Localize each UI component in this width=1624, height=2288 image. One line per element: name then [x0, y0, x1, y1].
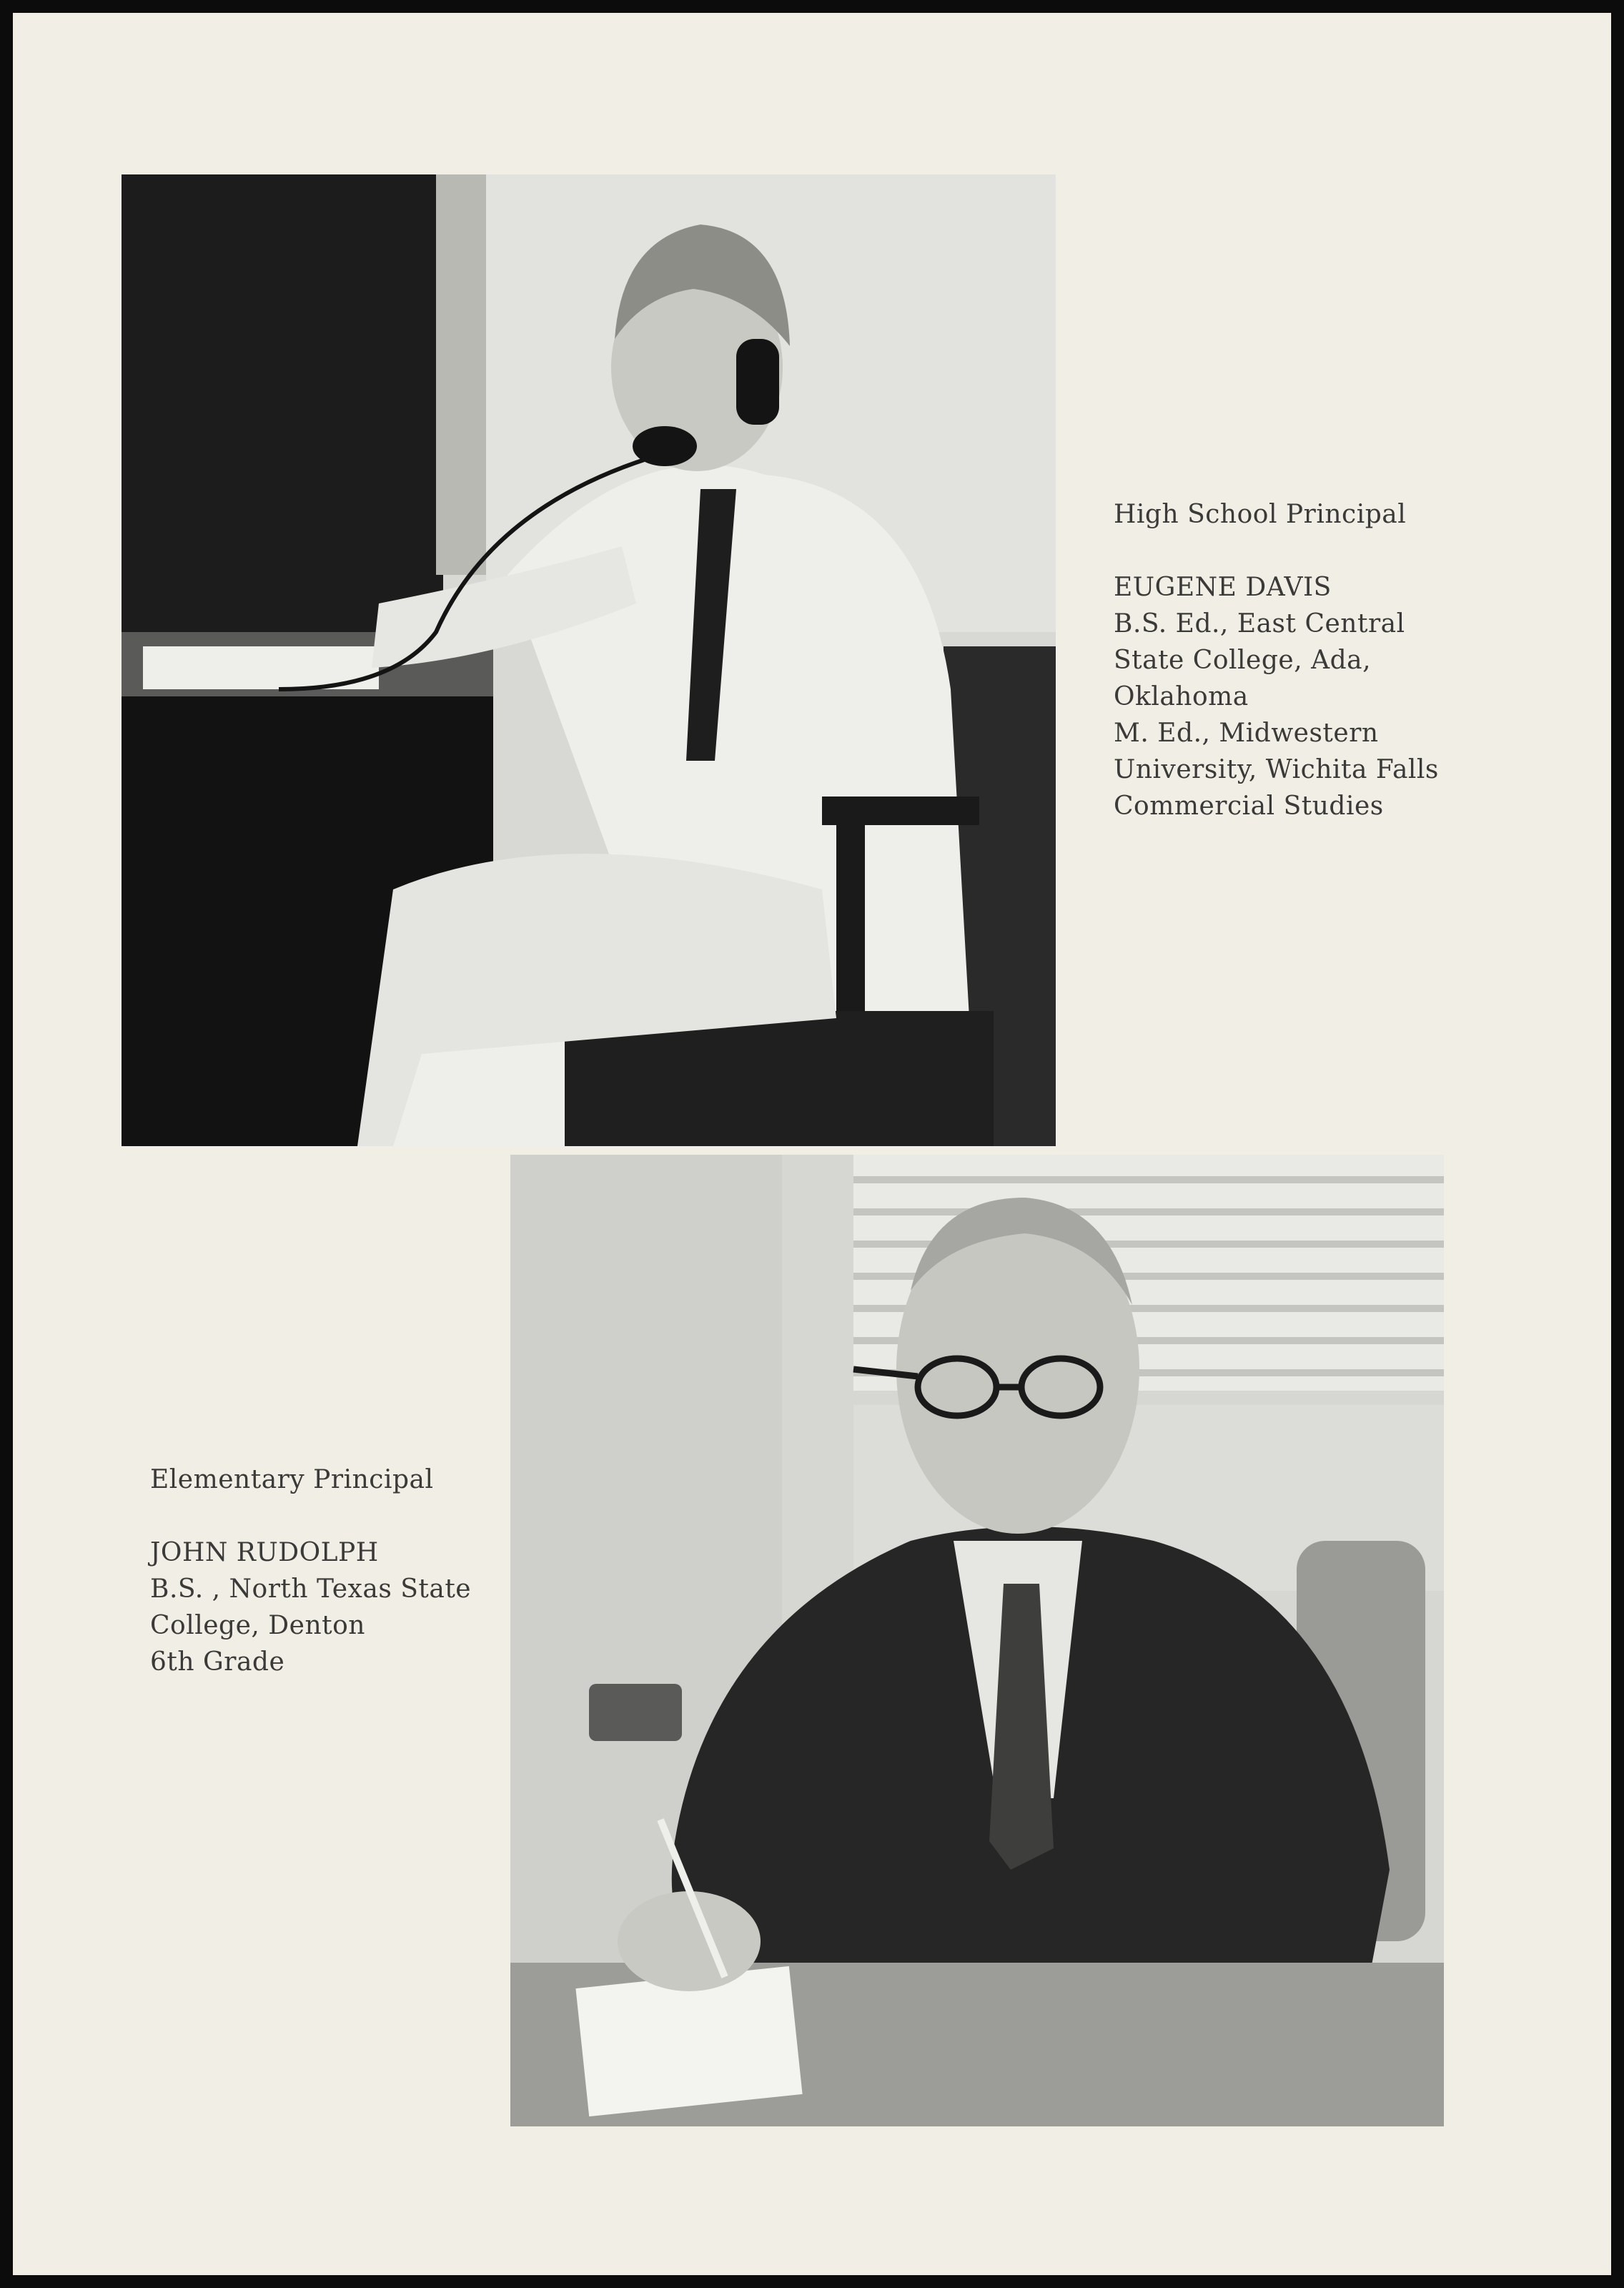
man-writing-at-desk-icon [510, 1155, 1444, 2126]
credential-line: Oklahoma [1114, 682, 1249, 711]
yearbook-page [13, 13, 1611, 2275]
credential-line: M. Ed., Midwestern [1114, 719, 1379, 748]
credential-line: State College, Ada, [1114, 646, 1372, 675]
credential-line: College, Denton [150, 1611, 365, 1640]
credential-line: B.S. , North Texas State [150, 1574, 472, 1604]
principal-name: EUGENE DAVIS [1114, 573, 1332, 602]
credential-line: B.S. Ed., East Central [1114, 609, 1405, 638]
role-title: High School Principal [1114, 500, 1407, 529]
photo-eugene-davis [122, 174, 1056, 1146]
man-on-telephone-icon [122, 174, 1056, 1146]
photo-john-rudolph [510, 1155, 1444, 2126]
role-title: Elementary Principal [150, 1465, 434, 1494]
caption-high-school-principal [1114, 496, 1439, 824]
credential-line: Commercial Studies [1114, 792, 1384, 821]
credential-line: University, Wichita Falls [1114, 755, 1439, 784]
principal-name: JOHN RUDOLPH [150, 1538, 379, 1567]
credential-line: 6th Grade [150, 1647, 285, 1677]
caption-elementary-principal [150, 1461, 471, 1680]
